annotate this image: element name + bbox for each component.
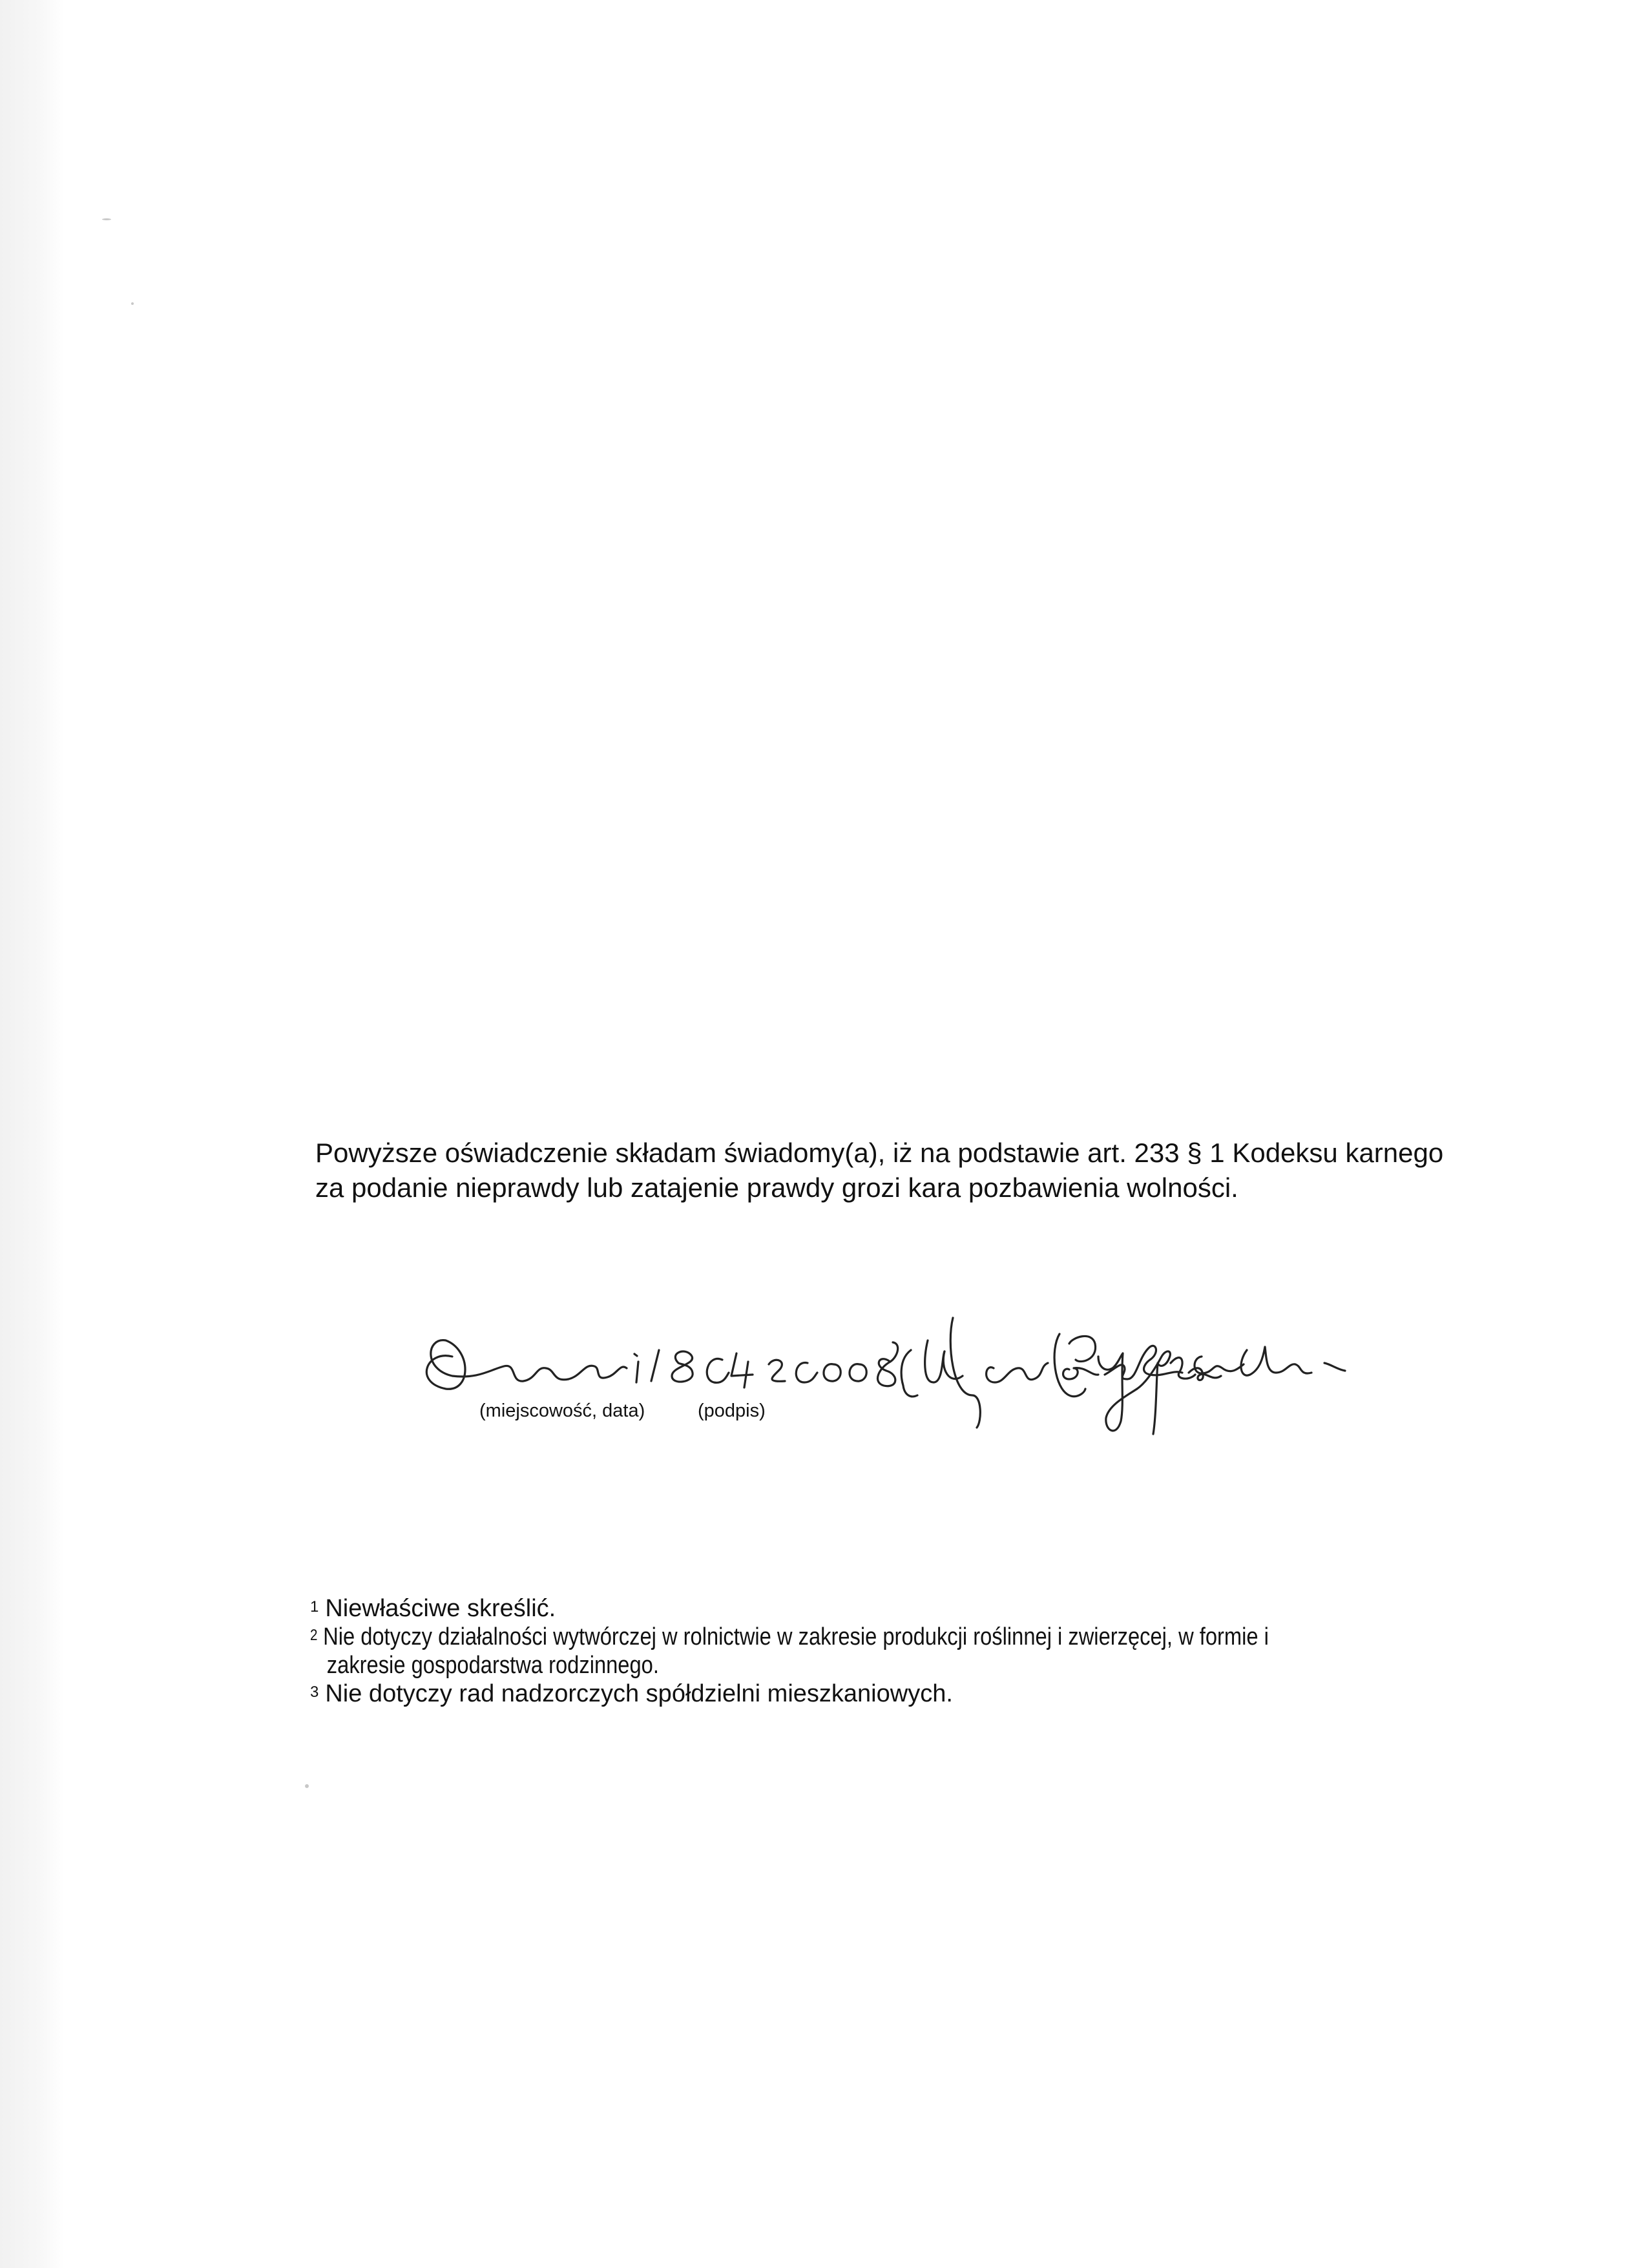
- footnote-2: [310, 1623, 1366, 1680]
- footnote-text-continued: zakresie gospodarstwa rodzinnego.: [326, 1652, 659, 1679]
- signature-caption: (podpis): [698, 1400, 766, 1421]
- footnote-number: 2: [310, 1627, 318, 1644]
- place-date-caption: (miejscowość, data): [479, 1400, 645, 1421]
- declaration-statement: [315, 1136, 1478, 1205]
- footnote-1: [310, 1594, 1538, 1623]
- declaration-line-1: Powyższe oświadczenie składam świadomy(a), iż na podstawie art. 233 § 1 Kodeksu karnego: [315, 1138, 1444, 1168]
- scan-speck: [305, 1784, 309, 1788]
- footnotes: [310, 1594, 1538, 1708]
- scan-margin-shadow: [0, 0, 65, 2268]
- footnote-number: 1: [310, 1598, 319, 1616]
- footnote-number: 3: [310, 1683, 319, 1701]
- footnote-text: Nie dotyczy działalności wytwórczej w rolnictwie w zakresie produkcji roślinnej i zwierzęcej, w formie i: [323, 1623, 1269, 1650]
- footnote-3: [310, 1680, 1538, 1708]
- footnote-text: Niewłaściwe skreślić.: [325, 1595, 556, 1622]
- declaration-line-2: za podanie nieprawdy lub zatajenie prawdy grozi kara pozbawienia wolności.: [315, 1172, 1238, 1203]
- footnote-text: Nie dotyczy rad nadzorczych spółdzielni mieszkaniowych.: [325, 1680, 953, 1707]
- scan-speck: [131, 302, 134, 305]
- scan-speck: [102, 218, 111, 220]
